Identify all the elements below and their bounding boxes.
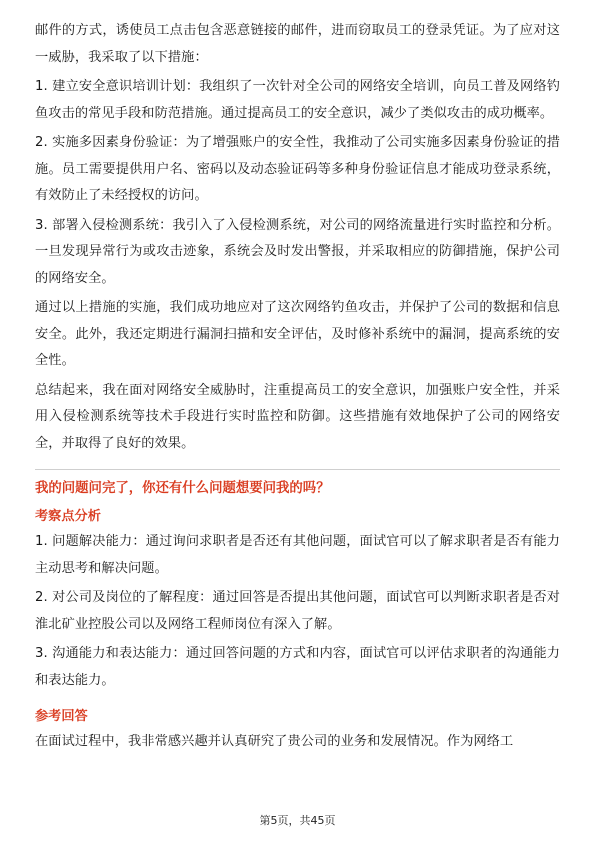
section-divider	[35, 469, 560, 470]
measure-item: 3. 部署入侵检测系统：我引入了入侵检测系统，对公司的网络流量进行实时监控和分析。一旦发现异常行为或攻击迹象，系统会及时发出警报，并采取相应的防御措施，保护公司的网络安全。	[35, 217, 560, 286]
analysis-heading: 考察点分析	[35, 509, 101, 524]
continuation-intro: 邮件的方式，诱使员工点击包含恶意链接的邮件，进而窃取员工的登录凭证。为了应对这一威胁，我采取了以下措施：	[35, 23, 560, 65]
document-page	[35, 18, 560, 759]
result-paragraph: 通过以上措施的实施，我们成功地应对了这次网络钓鱼攻击，并保护了公司的数据和信息安全。此外，我还定期进行漏洞扫描和安全评估，及时修补系统中的漏洞，提高系统的安全性。	[35, 300, 560, 368]
analysis-point: 2. 对公司及岗位的了解程度：通过回答是否提出其他问题，面试官可以判断求职者是否对淮北矿业控股公司以及网络工程师岗位有深入了解。	[35, 590, 560, 632]
measure-item: 1. 建立安全意识培训计划：我组织了一次针对全公司的网络安全培训，向员工普及网络钓鱼攻击的常见手段和防范措施。通过提高员工的安全意识，减少了类似攻击的成功概率。	[35, 79, 560, 121]
page-number: 第5页，共45页	[259, 814, 336, 827]
summary-paragraph: 总结起来，我在面对网络安全威胁时，注重提高员工的安全意识，加强账户安全性，并采用入侵检测系统等技术手段进行实时监控和防御。这些措施有效地保护了公司的网络安全，并取得了良好的效果。	[35, 382, 560, 451]
reference-answer: 在面试过程中，我非常感兴趣并认真研究了贵公司的业务和发展情况。作为网络工	[35, 734, 514, 749]
measure-item: 2. 实施多因素身份验证：为了增强账户的安全性，我推动了公司实施多因素身份验证的措施。员工需要提供用户名、密码以及动态验证码等多种身份验证信息才能成功登录系统，有效防止了未经授权的访问。	[35, 135, 560, 203]
question-title: 我的问题问完了，你还有什么问题想要问我的吗？	[35, 481, 330, 496]
analysis-point: 3. 沟通能力和表达能力：通过回答问题的方式和内容，面试官可以评估求职者的沟通能力和表达能力。	[35, 646, 560, 688]
reference-heading: 参考回答	[35, 709, 88, 724]
analysis-point: 1. 问题解决能力：通过询问求职者是否还有其他问题，面试官可以了解求职者是否有能力主动思考和解决问题。	[35, 534, 560, 576]
